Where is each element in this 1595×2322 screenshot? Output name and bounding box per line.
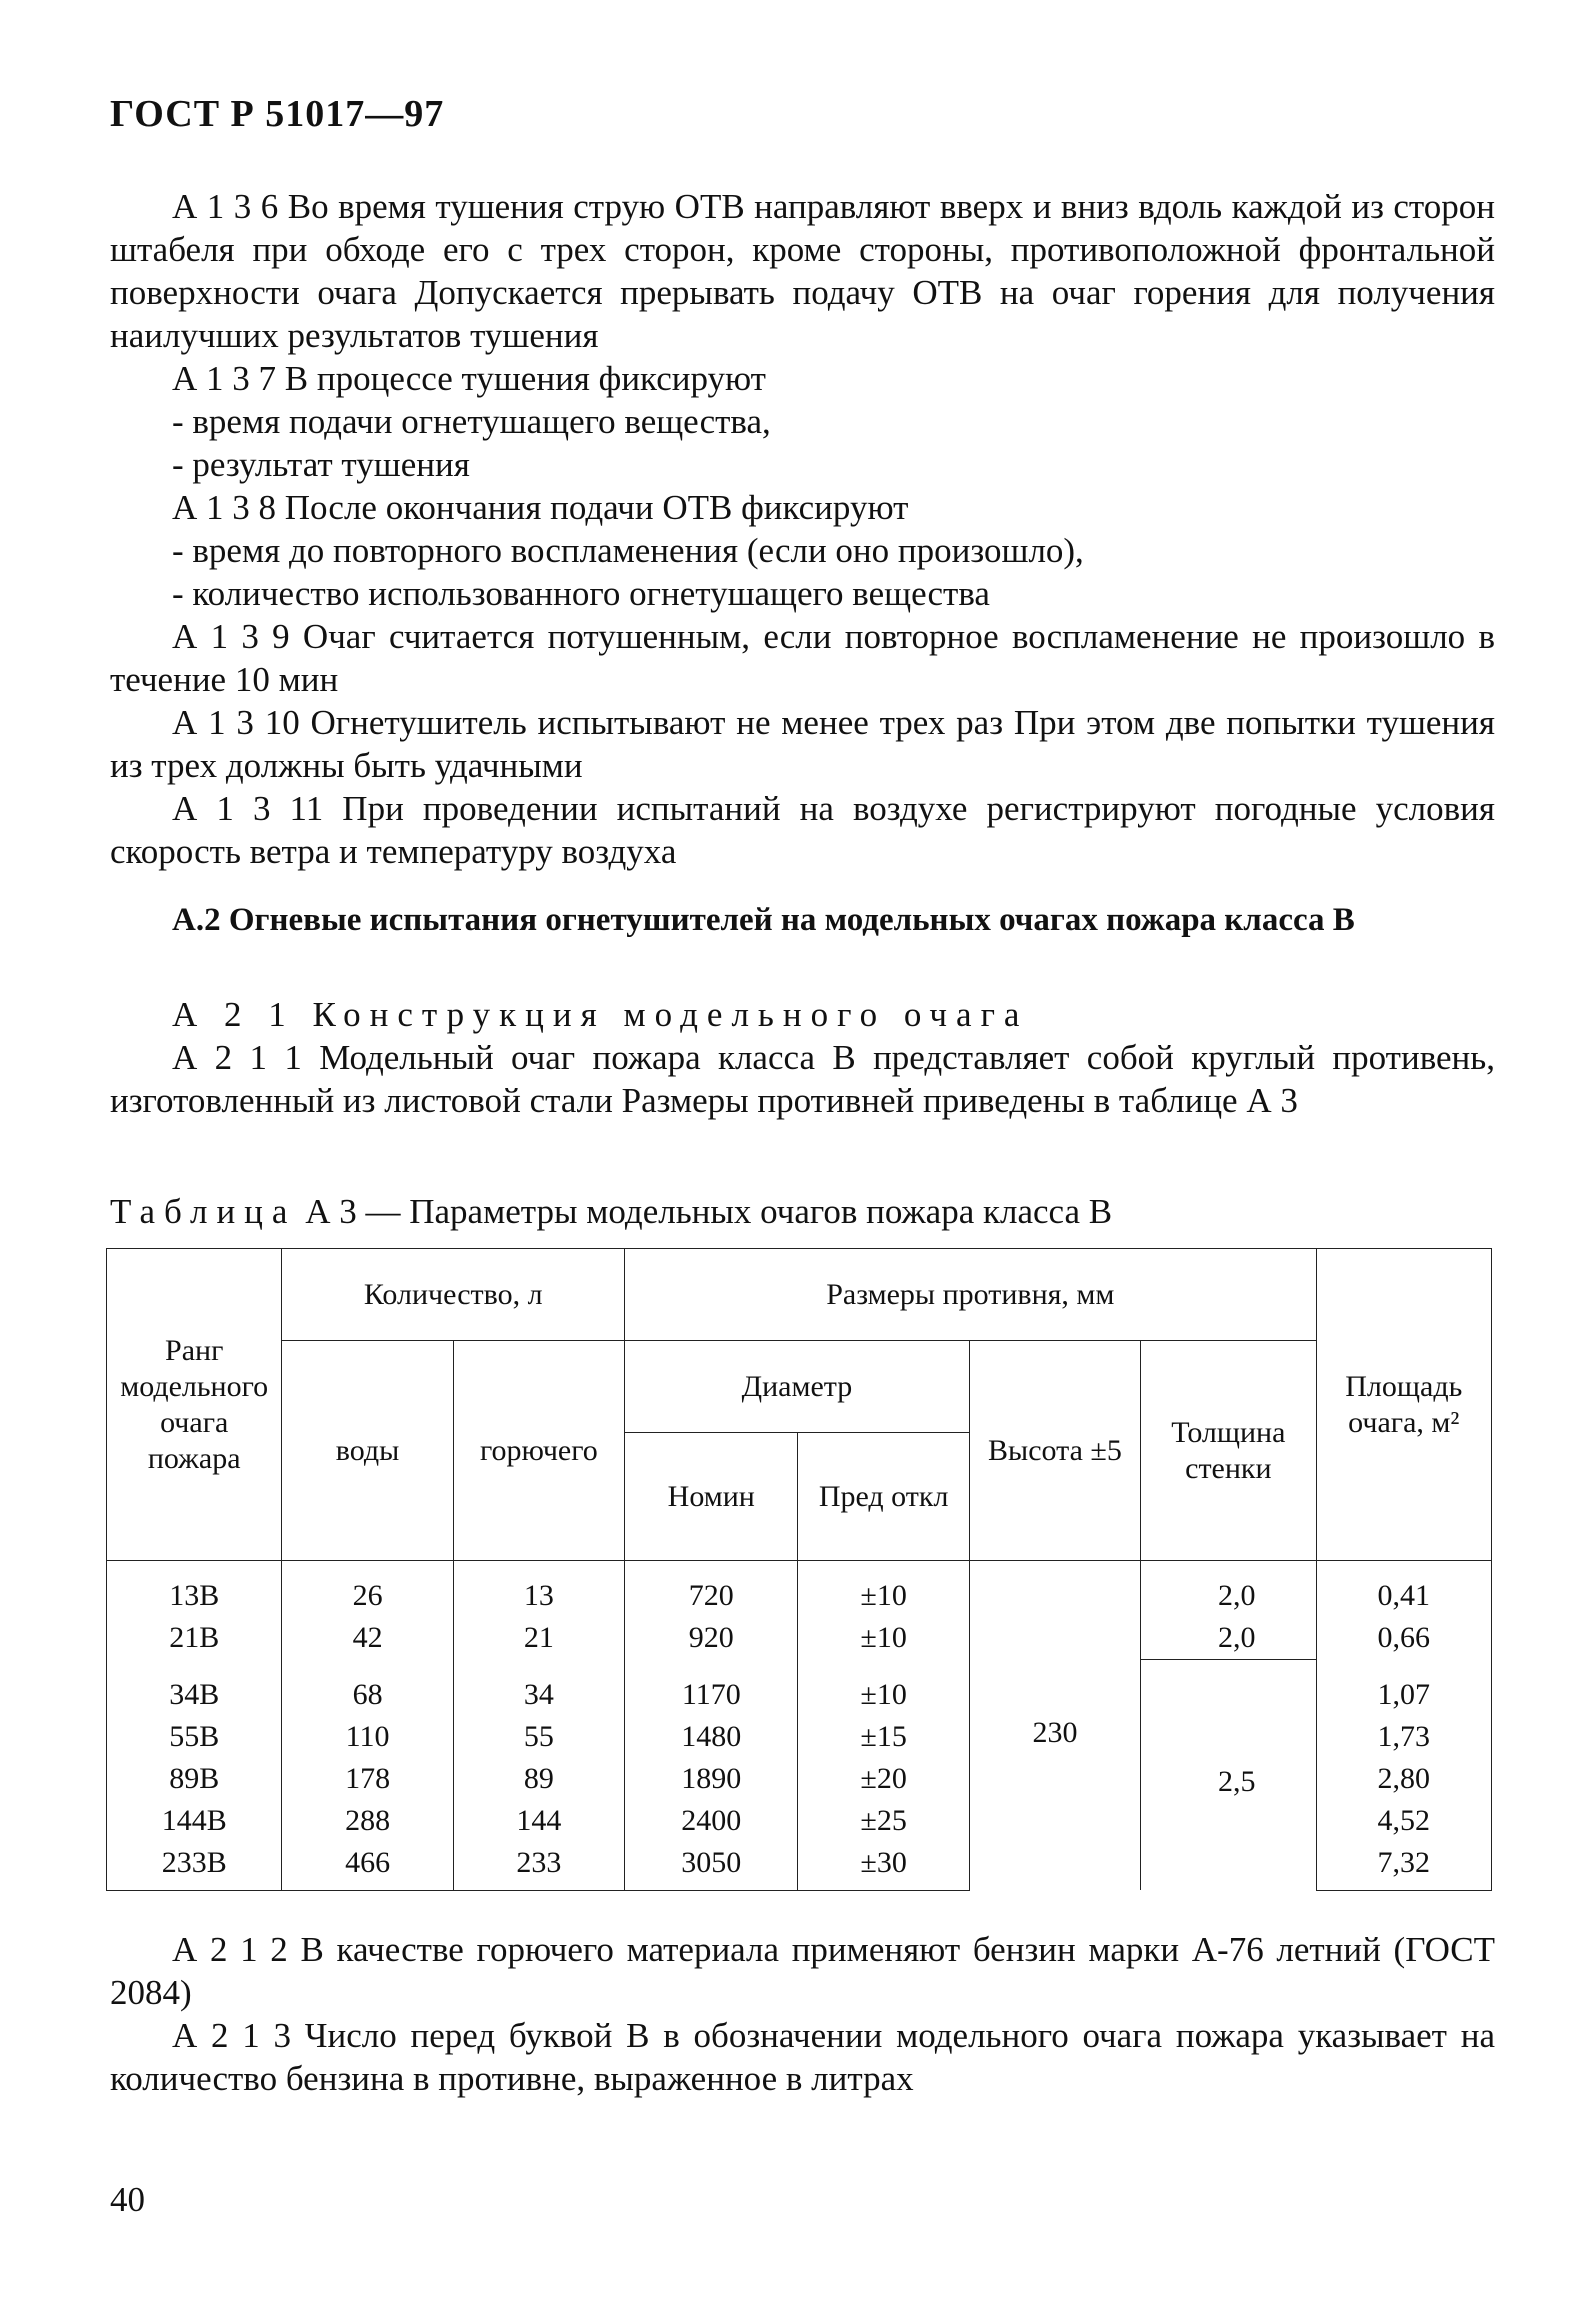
header-nominal: Номин xyxy=(625,1433,798,1561)
cell-nominal: 1170 xyxy=(625,1660,798,1716)
cell-water: 68 xyxy=(282,1660,453,1716)
header-fuel: горючего xyxy=(453,1341,624,1561)
cell-water: 466 xyxy=(282,1842,453,1891)
cell-nominal: 720 xyxy=(625,1561,798,1618)
cell-area: 7,32 xyxy=(1316,1842,1491,1891)
paragraph-a138: А 1 3 8 После окончания подачи ОТВ фиксируют xyxy=(172,488,909,527)
cell-deviation: ±30 xyxy=(798,1842,969,1891)
table-caption-prefix: Таблица xyxy=(110,1192,297,1231)
paragraph-a211: А 2 1 1 Модельный очаг пожара класса В представляет собой круглый противень, изготовленный из листовой стали Размеры противней приведены в таблице А 3 xyxy=(110,1038,1495,1120)
cell-rank: 89В xyxy=(107,1758,282,1800)
cell-rank: 21В xyxy=(107,1617,282,1660)
cell-rank: 55В xyxy=(107,1716,282,1758)
cell-fuel: 89 xyxy=(453,1758,624,1800)
cell-deviation: ±10 xyxy=(798,1561,969,1618)
cell-deviation: ±20 xyxy=(798,1758,969,1800)
list-item: - количество использованного огнетушащего вещества xyxy=(172,574,990,613)
standard-header: ГОСТ Р 51017—97 xyxy=(110,93,445,135)
paragraph-a212: А 2 1 2 В качестве горючего материала применяют бензин марки А-76 летний (ГОСТ 2084) xyxy=(110,1930,1495,2012)
header-rank: Ранг модельного очага пожара xyxy=(107,1249,282,1561)
subsection-title-a21: А 2 1 Конструкция модельного очага xyxy=(172,995,1029,1034)
parameters-table xyxy=(106,1248,1492,1891)
cell-fuel: 233 xyxy=(453,1842,624,1891)
cell-water: 110 xyxy=(282,1716,453,1758)
cell-wall-shared: 2,5 xyxy=(1141,1660,1316,1891)
cell-height: 230 xyxy=(969,1561,1140,1891)
cell-nominal: 1480 xyxy=(625,1716,798,1758)
section-heading-a2: А.2 Огневые испытания огнетушителей на модельных очагах пожара класса В xyxy=(172,902,1355,938)
table-row xyxy=(107,1617,1492,1660)
cell-area: 2,80 xyxy=(1316,1758,1491,1800)
cell-rank: 144В xyxy=(107,1800,282,1842)
header-wall-thickness: Толщина стенки xyxy=(1141,1341,1316,1561)
cell-rank: 34В xyxy=(107,1660,282,1716)
cell-nominal: 3050 xyxy=(625,1842,798,1891)
cell-area: 0,41 xyxy=(1316,1561,1491,1618)
table-row xyxy=(107,1660,1492,1716)
page-number: 40 xyxy=(110,2180,145,2219)
header-deviation: Пред откл xyxy=(798,1433,969,1561)
cell-fuel: 13 xyxy=(453,1561,624,1618)
header-area: Площадь очага, м² xyxy=(1316,1249,1491,1561)
cell-fuel: 34 xyxy=(453,1660,624,1716)
cell-deviation: ±10 xyxy=(798,1617,969,1660)
header-water: воды xyxy=(282,1341,453,1561)
paragraph-a1311: А 1 3 11 При проведении испытаний на воздухе регистрируют погодные условия скорость ветра и температуру воздуха xyxy=(110,789,1495,871)
cell-rank: 13В xyxy=(107,1561,282,1618)
cell-area: 1,07 xyxy=(1316,1660,1491,1716)
cell-wall: 2,0 xyxy=(1141,1561,1316,1618)
paragraph-a213: А 2 1 3 Число перед буквой В в обозначении модельного очага пожара указывает на количество бензина в противне, выраженное в литрах xyxy=(110,2016,1495,2098)
cell-water: 178 xyxy=(282,1758,453,1800)
cell-water: 42 xyxy=(282,1617,453,1660)
cell-water: 26 xyxy=(282,1561,453,1618)
cell-deviation: ±25 xyxy=(798,1800,969,1842)
paragraph-a1310: А 1 3 10 Огнетушитель испытывают не менее трех раз При этом две попытки тушения из трех должны быть удачными xyxy=(110,703,1495,785)
cell-deviation: ±15 xyxy=(798,1716,969,1758)
cell-fuel: 55 xyxy=(453,1716,624,1758)
cell-fuel: 21 xyxy=(453,1617,624,1660)
cell-deviation: ±10 xyxy=(798,1660,969,1716)
header-diameter: Диаметр xyxy=(625,1341,970,1433)
list-item: - результат тушения xyxy=(172,445,470,484)
cell-water: 288 xyxy=(282,1800,453,1842)
list-item: - время до повторного воспламенения (если оно произошло), xyxy=(172,531,1084,570)
header-tray-size: Размеры противня, мм xyxy=(625,1249,1316,1341)
cell-fuel: 144 xyxy=(453,1800,624,1842)
paragraph-a137: А 1 3 7 В процессе тушения фиксируют xyxy=(172,359,766,398)
header-height: Высота ±5 xyxy=(969,1341,1140,1561)
paragraph-a136: А 1 3 6 Во время тушения струю ОТВ направляют вверх и вниз вдоль каждой из сторон штабеля при обходе его с трех сторон, кроме стороны, противоположной фронтальной поверхности очага Допускается прерывать подачу ОТВ на очаг горения для получения наилучших результатов тушения xyxy=(110,187,1495,355)
cell-wall: 2,0 xyxy=(1141,1617,1316,1660)
cell-nominal: 2400 xyxy=(625,1800,798,1842)
list-item: - время подачи огнетушащего вещества, xyxy=(172,402,771,441)
cell-rank: 233В xyxy=(107,1842,282,1891)
table-caption-text: А 3 — Параметры модельных очагов пожара класса В xyxy=(305,1192,1113,1231)
cell-area: 0,66 xyxy=(1316,1617,1491,1660)
cell-nominal: 1890 xyxy=(625,1758,798,1800)
table-caption xyxy=(110,1192,1112,1232)
cell-area: 4,52 xyxy=(1316,1800,1491,1842)
paragraph-a139: А 1 3 9 Очаг считается потушенным, если повторное воспламенение не произошло в течение 10 мин xyxy=(110,617,1495,699)
cell-nominal: 920 xyxy=(625,1617,798,1660)
cell-area: 1,73 xyxy=(1316,1716,1491,1758)
table-row xyxy=(107,1561,1492,1618)
header-quantity: Количество, л xyxy=(282,1249,625,1341)
